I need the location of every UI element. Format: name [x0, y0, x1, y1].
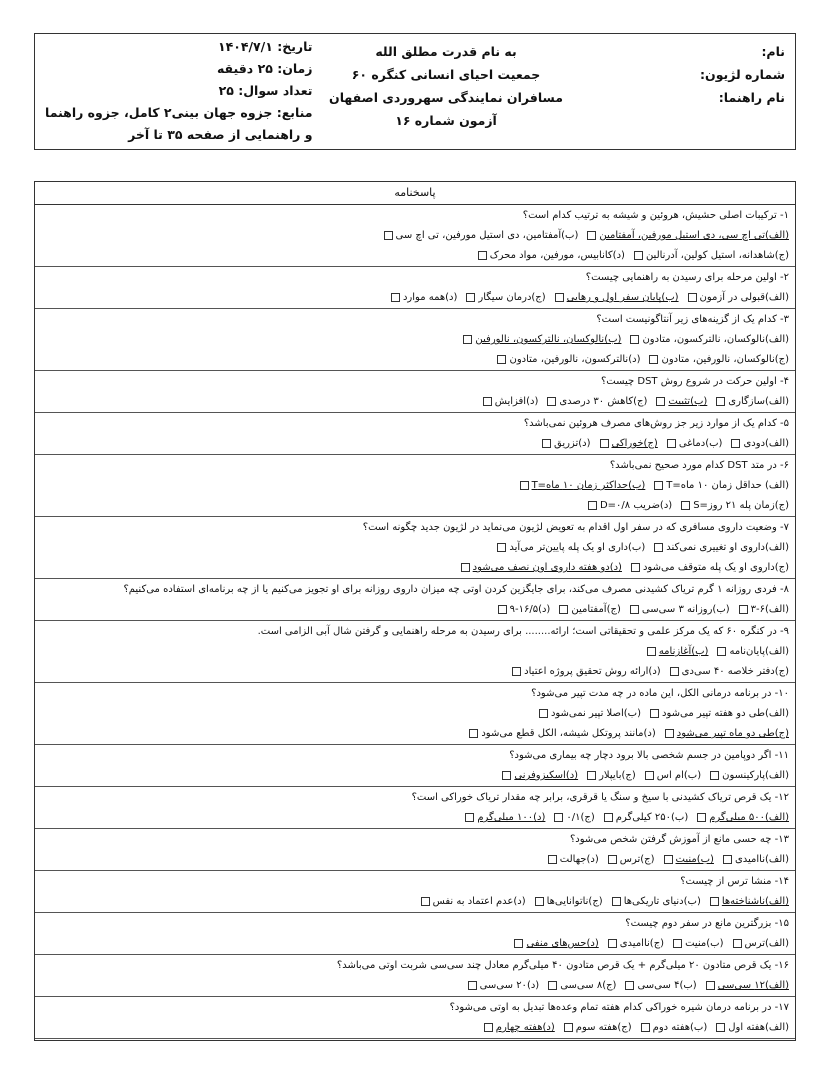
- answer-option-label: (ب)روزانه ۳ سی‌سی: [641, 604, 730, 615]
- checkbox-icon[interactable]: [733, 939, 742, 948]
- exam-title-block: [329, 40, 563, 132]
- answer-option[interactable]: [717, 642, 789, 661]
- exam-number: آزمون شماره ۱۶: [395, 113, 497, 128]
- answer-option-label: (ب)آمفتامین، دی استیل مورفین، تی اچ سی: [395, 230, 579, 241]
- checkbox-icon[interactable]: [542, 439, 551, 448]
- checkbox-icon[interactable]: [484, 1023, 493, 1032]
- answer-option[interactable]: [548, 850, 599, 869]
- checkbox-icon[interactable]: [697, 813, 706, 822]
- question-block: [35, 787, 795, 829]
- checkbox-icon[interactable]: [664, 855, 673, 864]
- answer-option-label: (ج)هفته سوم: [575, 1022, 632, 1033]
- question-block: [35, 829, 795, 871]
- answer-option-label: (الف)هفته اول: [728, 1022, 789, 1033]
- question-stem: ۱۳- چه حسی مانع از آموزش گرفتن شخص می‌شود؟: [570, 834, 789, 845]
- exam-duration: زمان: ۲۵ دقیقه: [216, 61, 313, 76]
- checkbox-icon[interactable]: [478, 251, 487, 260]
- checkbox-icon[interactable]: [461, 563, 470, 572]
- answer-option[interactable]: [716, 392, 789, 411]
- answer-option-label: (د)جهالت: [559, 854, 599, 865]
- checkbox-icon[interactable]: [612, 897, 621, 906]
- answer-option-label: (ج)۸ سی‌سی: [560, 980, 617, 991]
- answer-option-label: (ج)ترس: [619, 854, 655, 865]
- answer-option[interactable]: [716, 1018, 789, 1037]
- checkbox-icon[interactable]: [656, 397, 665, 406]
- answer-option-label: (الف)پارکینسون: [722, 770, 789, 781]
- question-stem: ۱۰- در برنامه درمانی الکل، این ماده در چه مدت تپیر می‌شود؟: [531, 688, 789, 699]
- question-block: [35, 371, 795, 413]
- answer-option-label: (الف)داروی او تغییری نمی‌کند: [666, 542, 789, 553]
- checkbox-icon[interactable]: [468, 981, 477, 990]
- checkbox-icon[interactable]: [502, 771, 511, 780]
- answer-option-label: (ب)هفته دوم: [652, 1022, 708, 1033]
- checkbox-icon[interactable]: [731, 439, 740, 448]
- answer-option-label: (د)کانابیس، مورفین، مواد محرک: [489, 250, 625, 261]
- checkbox-icon[interactable]: [514, 939, 523, 948]
- checkbox-icon[interactable]: [548, 981, 557, 990]
- answer-option-label: (الف)قبولی در آزمون: [699, 292, 789, 303]
- question-count: تعداد سوال: ۲۵: [218, 83, 313, 98]
- option-row: [39, 330, 789, 350]
- answer-option-label: (ب)منیت: [675, 854, 714, 865]
- answer-option[interactable]: [641, 1018, 708, 1037]
- answer-option[interactable]: [484, 1018, 555, 1037]
- answer-option-label: (ب)ام اس: [656, 770, 702, 781]
- checkbox-icon[interactable]: [498, 605, 507, 614]
- answer-option[interactable]: [723, 850, 789, 869]
- answer-option[interactable]: [630, 600, 730, 619]
- checkbox-icon[interactable]: [587, 231, 596, 240]
- answer-option-label: (ب)منیت: [685, 938, 724, 949]
- exam-header: [34, 33, 796, 150]
- option-row: [39, 434, 789, 454]
- checkbox-icon[interactable]: [554, 813, 563, 822]
- answer-option[interactable]: [587, 766, 636, 785]
- question-stem: ۶- در متد DST کدام مورد صحیح نمی‌باشد؟: [609, 460, 789, 471]
- answer-option[interactable]: [535, 892, 603, 911]
- answer-option-label: (الف)نالوکسان، نالترکسون، متادون: [642, 334, 789, 345]
- checkbox-icon[interactable]: [512, 667, 521, 676]
- bismillah-line: به نام قدرت مطلق الله: [375, 44, 517, 59]
- question-stem: ۱۵- بزرگترین مانع در سفر دوم چیست؟: [625, 918, 789, 929]
- answer-option-label: (ب)پایان سفر اول و رهایی: [566, 292, 679, 303]
- option-row: [39, 392, 789, 412]
- answer-option[interactable]: [710, 766, 789, 785]
- answer-option[interactable]: [391, 288, 457, 307]
- checkbox-icon[interactable]: [654, 543, 663, 552]
- answer-option[interactable]: [608, 850, 655, 869]
- answer-option-label: (ب)۲۵۰ کیلی‌گرم: [615, 812, 689, 823]
- checkbox-icon[interactable]: [608, 855, 617, 864]
- answer-option[interactable]: [739, 600, 789, 619]
- checkbox-icon[interactable]: [634, 251, 643, 260]
- answer-option-label: (ج)۰/۱: [566, 812, 595, 823]
- answer-option[interactable]: [612, 892, 701, 911]
- answer-option[interactable]: [554, 808, 594, 827]
- answer-option[interactable]: [483, 392, 539, 411]
- answer-option-label: (د)۲۰ سی‌سی: [479, 980, 540, 991]
- option-row: [39, 246, 789, 266]
- branch-name: مسافران نمایندگی سهروردی اصفهان: [329, 90, 563, 105]
- answer-option[interactable]: [667, 434, 723, 453]
- question-stem: ۹- در کنگره ۶۰ که یک مرکز علمی و تحقیقاتی است؛ ارائه........ برای رسیدن به مرحله راهنمایی و گرفتن شال آبی الزامی است.: [257, 626, 789, 637]
- answer-option-label: (الف)ناشناخته‌ها: [721, 896, 789, 907]
- checkbox-icon[interactable]: [469, 729, 478, 738]
- answer-option[interactable]: [469, 724, 655, 743]
- answer-option[interactable]: [468, 976, 540, 995]
- answer-option-label: (ب)دماغی: [678, 438, 723, 449]
- question-block: [35, 871, 795, 913]
- question-block: [35, 455, 795, 517]
- answer-option[interactable]: [654, 476, 789, 495]
- checkbox-icon[interactable]: [710, 897, 719, 906]
- checkbox-icon[interactable]: [630, 335, 639, 344]
- checkbox-icon[interactable]: [673, 939, 682, 948]
- checkbox-icon[interactable]: [587, 771, 596, 780]
- question-block: [35, 579, 795, 621]
- answer-option[interactable]: [664, 850, 714, 869]
- answer-option-label: (د)مانند پروتکل شیشه، الکل قطع می‌شود: [481, 728, 656, 739]
- option-row: [39, 350, 789, 370]
- answer-option[interactable]: [559, 600, 621, 619]
- checkbox-icon[interactable]: [463, 335, 472, 344]
- exam-details: [45, 36, 313, 146]
- answer-option[interactable]: [608, 934, 664, 953]
- checkbox-icon[interactable]: [723, 855, 732, 864]
- answer-option[interactable]: [665, 724, 789, 743]
- answer-option-label: (الف)طی دو هفته تپیر می‌شود: [661, 708, 789, 719]
- question-block: [35, 413, 795, 455]
- question-stem: ۱۶- یک قرص متادون ۲۰ میلی‌گرم + یک قرص متادون ۴۰ میلی‌گرم معادل چند سی‌سی شربت اوتی می‌باشد؟: [336, 960, 789, 971]
- answer-option[interactable]: [688, 288, 789, 307]
- answer-option[interactable]: [604, 808, 688, 827]
- answer-option-label: (د)حس‌های منفی: [526, 938, 599, 949]
- question-block: [35, 309, 795, 371]
- checkbox-icon[interactable]: [547, 397, 556, 406]
- option-row: [39, 808, 789, 828]
- answer-option[interactable]: [384, 226, 579, 245]
- answer-option-label: (الف)۵۰۰ میلی‌گرم: [709, 812, 789, 823]
- answer-option-label: (د)هفته چهارم: [495, 1022, 555, 1033]
- answer-option-label: (الف)۶-۳: [750, 604, 789, 615]
- checkbox-icon[interactable]: [716, 397, 725, 406]
- answer-option-label: (ج)طی دو ماه تپیر می‌شود: [676, 728, 789, 739]
- answer-option-label: (د)عدم اعتماد به نفس: [432, 896, 526, 907]
- answer-option[interactable]: [681, 496, 789, 515]
- answer-option-label: (ج)ناتوانایی‌ها: [546, 896, 603, 907]
- checkbox-icon[interactable]: [539, 709, 548, 718]
- answer-option-label: (د)همه موارد: [402, 292, 458, 303]
- checkbox-icon[interactable]: [647, 647, 656, 656]
- answer-option-label: (ج)درمان سیگار: [478, 292, 546, 303]
- question-stem: ۱- ترکیبات اصلی حشیش، هروئین و شیشه به ترتیب کدام است؟: [522, 210, 789, 221]
- option-row: [39, 642, 789, 662]
- answer-option[interactable]: [502, 766, 578, 785]
- answer-option-label: (الف)دودی: [743, 438, 789, 449]
- answer-option-label: (الف) حداقل زمان ۱۰ ماه=T: [666, 480, 789, 491]
- checkbox-icon[interactable]: [681, 501, 690, 510]
- answer-option[interactable]: [478, 246, 625, 265]
- question-block: [35, 997, 795, 1039]
- answer-option[interactable]: [542, 434, 591, 453]
- checkbox-icon[interactable]: [559, 605, 568, 614]
- answer-option-label: (ج)بایپلار: [599, 770, 636, 781]
- checkbox-icon[interactable]: [483, 397, 492, 406]
- answer-option[interactable]: [520, 476, 646, 495]
- option-row: [39, 766, 789, 786]
- answer-option[interactable]: [421, 892, 526, 911]
- answer-option-label: (ج)ناامیدی: [619, 938, 665, 949]
- answer-option-label: (ب)نالوکسان، نالترکسون، نالورفین: [475, 334, 622, 345]
- question-stem: ۲- اولین مرحله برای رسیدن به راهنمایی چیست؟: [585, 272, 789, 283]
- question-stem: ۸- فردی روزانه ۱ گرم تریاک کشیدنی مصرف می‌کند، برای جایگزین کردن اوتی چه میزان داروی روزانه برای او تجویز می‌کنیم یا از چه برنامه‌ای استفاده می‌کنیم؟: [123, 584, 789, 595]
- option-row: [39, 662, 789, 682]
- option-row: [39, 976, 789, 996]
- answer-option[interactable]: [512, 662, 661, 681]
- answer-option[interactable]: [497, 350, 640, 369]
- checkbox-icon[interactable]: [421, 897, 430, 906]
- checkbox-icon[interactable]: [706, 981, 715, 990]
- option-row: [39, 538, 789, 558]
- question-stem: ۴- اولین حرکت در شروع روش DST چیست؟: [600, 376, 789, 387]
- question-block: [35, 621, 795, 683]
- answer-option[interactable]: [670, 662, 789, 681]
- answer-option-label: (ج)خوراکی: [611, 438, 658, 449]
- checkbox-icon[interactable]: [384, 231, 393, 240]
- answer-option[interactable]: [710, 892, 789, 911]
- answer-option-label: (الف)سازگاری: [728, 396, 789, 407]
- answer-option[interactable]: [548, 976, 616, 995]
- question-stem: ۷- وضعیت داروی مسافری که در سفر اول اقدام به تعویض لژیون می‌نماید در لژیون جدید چگونه است؟: [362, 522, 789, 533]
- answer-option[interactable]: [588, 496, 672, 515]
- answer-option-label: (ج)آمفتامین: [571, 604, 621, 615]
- answer-option-label: (د)دو هفته داروی اون نصف می‌شود: [472, 562, 622, 573]
- answer-option-label: (ج)دفتر خلاصه ۴۰ سی‌دی: [681, 666, 789, 677]
- answer-option[interactable]: [555, 288, 679, 307]
- answer-option[interactable]: [497, 538, 645, 557]
- question-block: [35, 205, 795, 267]
- checkbox-icon[interactable]: [710, 771, 719, 780]
- checkbox-icon[interactable]: [667, 439, 676, 448]
- exam-date: تاریخ: ۱۴۰۴/۷/۱: [217, 39, 313, 54]
- option-row: [39, 850, 789, 870]
- answer-option[interactable]: [654, 538, 789, 557]
- answer-option[interactable]: [587, 226, 789, 245]
- answer-option[interactable]: [498, 600, 551, 619]
- answer-option[interactable]: [634, 246, 789, 265]
- answer-option[interactable]: [656, 392, 707, 411]
- student-info: [700, 40, 785, 109]
- sources-line-1: منابع: جزوه جهان بینی۲ کامل، جزوه راهنما: [45, 105, 313, 120]
- name-label: نام:: [761, 44, 785, 59]
- option-row: [39, 600, 789, 620]
- checkbox-icon[interactable]: [625, 981, 634, 990]
- answer-option[interactable]: [731, 434, 789, 453]
- checkbox-icon[interactable]: [654, 481, 663, 490]
- checkbox-icon[interactable]: [497, 355, 506, 364]
- checkbox-icon[interactable]: [497, 543, 506, 552]
- question-block: [35, 745, 795, 787]
- answer-option-label: (ب)داری او یک پله پایین‌تر می‌آید: [509, 542, 646, 553]
- answer-option-label: (د)ارائه روش تحقیق پروژه اعتیاد: [524, 666, 661, 677]
- checkbox-icon[interactable]: [555, 293, 564, 302]
- answer-option[interactable]: [463, 330, 621, 349]
- checkbox-icon[interactable]: [604, 813, 613, 822]
- checkbox-icon[interactable]: [564, 1023, 573, 1032]
- answer-option-label: (ج)شاهدانه، استیل کولین، آدرنالین: [645, 250, 789, 261]
- question-stem: ۱۷- در برنامه درمان شیره خوراکی کدام هفته تمام وعده‌ها تبدیل به اوتی می‌شود؟: [449, 1002, 789, 1013]
- answer-option[interactable]: [564, 1018, 632, 1037]
- answer-option-label: (د)ضریب D=۰/۸: [599, 500, 673, 511]
- option-row: [39, 892, 789, 912]
- answer-option[interactable]: [466, 288, 545, 307]
- answer-option-label: (د)افزایش: [494, 396, 539, 407]
- question-block: [35, 683, 795, 745]
- checkbox-icon[interactable]: [630, 605, 639, 614]
- answer-option[interactable]: [647, 642, 709, 661]
- checkbox-icon[interactable]: [535, 897, 544, 906]
- option-row: [39, 724, 789, 744]
- answer-option[interactable]: [697, 808, 789, 827]
- checkbox-icon[interactable]: [649, 355, 658, 364]
- answer-option-label: (ب)اصلا تپیر نمی‌شود: [550, 708, 641, 719]
- checkbox-icon[interactable]: [641, 1023, 650, 1032]
- answer-option[interactable]: [649, 350, 789, 369]
- checkbox-icon[interactable]: [665, 729, 674, 738]
- answer-option[interactable]: [539, 704, 641, 723]
- answer-option[interactable]: [514, 934, 598, 953]
- answer-option[interactable]: [673, 934, 723, 953]
- answer-option-label: (ج)نالوکسان، نالورفین، متادون: [661, 354, 789, 365]
- answer-option[interactable]: [650, 704, 789, 723]
- answer-option-label: (ب)دنیای تاریکی‌ها: [623, 896, 701, 907]
- answer-option-label: (ب)۴ سی‌سی: [637, 980, 697, 991]
- answer-option-label: (الف)ناامیدی: [734, 854, 789, 865]
- answer-option-label: (د)نالترکسون، نالورفین، متادون: [509, 354, 641, 365]
- checkbox-icon[interactable]: [548, 855, 557, 864]
- answer-option-label: (ب)تثبیت: [668, 396, 708, 407]
- question-block: [35, 913, 795, 955]
- option-row: [39, 558, 789, 578]
- answer-option[interactable]: [625, 976, 696, 995]
- answer-sheet: [34, 181, 796, 1041]
- question-block: [35, 267, 795, 309]
- option-row: [39, 704, 789, 724]
- option-row: [39, 934, 789, 954]
- checkbox-icon[interactable]: [588, 501, 597, 510]
- answer-option-label: (ب)آغازنامه: [658, 646, 709, 657]
- answer-option-label: (الف)ترس: [744, 938, 789, 949]
- checkbox-icon[interactable]: [391, 293, 400, 302]
- answer-option[interactable]: [631, 558, 789, 577]
- answer-option-label: (الف)تی اچ سی، دی استیل مورفین، آمفتامین: [599, 230, 789, 241]
- option-row: [39, 1018, 789, 1038]
- option-row: [39, 226, 789, 246]
- answer-option[interactable]: [600, 434, 658, 453]
- answer-option[interactable]: [733, 934, 790, 953]
- answer-option[interactable]: [706, 976, 789, 995]
- answer-option[interactable]: [630, 330, 789, 349]
- checkbox-icon[interactable]: [739, 605, 748, 614]
- answer-option-label: (ج)کاهش ۳۰ درصدی: [559, 396, 648, 407]
- question-stem: ۱۲- یک قرص تریاک کشیدنی با سیخ و سنگ یا قرقری، برابر چه مقدار تریاک خوراکی است؟: [411, 792, 789, 803]
- question-stem: ۱۱- اگر دوپامین در جسم شخصی بالا برود دچار چه بیماری می‌شود؟: [509, 750, 789, 761]
- answer-option-label: (ج)زمان پله ۲۱ روز=S: [693, 500, 789, 511]
- checkbox-icon[interactable]: [645, 771, 654, 780]
- question-stem: ۱۴- منشا ترس از چیست؟: [680, 876, 789, 887]
- checkbox-icon[interactable]: [465, 813, 474, 822]
- legion-number-label: شماره لژیون:: [700, 67, 785, 82]
- sources-line-2: و راهنمایی از صفحه ۳۵ تا آخر: [128, 127, 313, 142]
- question-block: [35, 517, 795, 579]
- checkbox-icon[interactable]: [650, 709, 659, 718]
- question-block: [35, 955, 795, 997]
- answer-option-label: (د)۱۰۰ میلی‌گرم: [477, 812, 546, 823]
- checkbox-icon[interactable]: [466, 293, 475, 302]
- answer-option-label: (د)اسکیزوفرنی: [514, 770, 579, 781]
- answer-option-label: (د)تزریق: [553, 438, 591, 449]
- answer-option-label: (ج)داروی او یک پله متوقف می‌شود: [642, 562, 789, 573]
- answer-option[interactable]: [461, 558, 622, 577]
- question-list: [35, 205, 795, 1039]
- option-row: [39, 496, 789, 516]
- checkbox-icon[interactable]: [600, 439, 609, 448]
- option-row: [39, 476, 789, 496]
- answer-option[interactable]: [465, 808, 545, 827]
- checkbox-icon[interactable]: [670, 667, 679, 676]
- question-stem: ۳- کدام یک از گزینه‌های زیر آنتاگونیست است؟: [596, 314, 789, 325]
- answer-option-label: (الف)۱۲ سی‌سی: [717, 980, 789, 991]
- option-row: [39, 288, 789, 308]
- answer-option-label: (الف)پایان‌نامه: [729, 646, 789, 657]
- answer-sheet-title: پاسخنامه: [35, 182, 795, 205]
- question-stem: ۵- کدام یک از موارد زیر جز روش‌های مصرف هروئین نمی‌باشد؟: [523, 418, 789, 429]
- answer-option-label: (د)۱۶/۵-۹: [509, 604, 551, 615]
- answer-option[interactable]: [547, 392, 647, 411]
- organization-name: جمعیت احیای انسانی کنگره ۶۰: [351, 67, 541, 82]
- checkbox-icon[interactable]: [716, 1023, 725, 1032]
- guide-name-label: نام راهنما:: [718, 90, 785, 105]
- checkbox-icon[interactable]: [717, 647, 726, 656]
- checkbox-icon[interactable]: [608, 939, 617, 948]
- answer-option[interactable]: [645, 766, 701, 785]
- checkbox-icon[interactable]: [520, 481, 529, 490]
- checkbox-icon[interactable]: [688, 293, 697, 302]
- checkbox-icon[interactable]: [631, 563, 640, 572]
- answer-option-label: (ب)حداکثر زمان ۱۰ ماه=T: [531, 480, 646, 491]
